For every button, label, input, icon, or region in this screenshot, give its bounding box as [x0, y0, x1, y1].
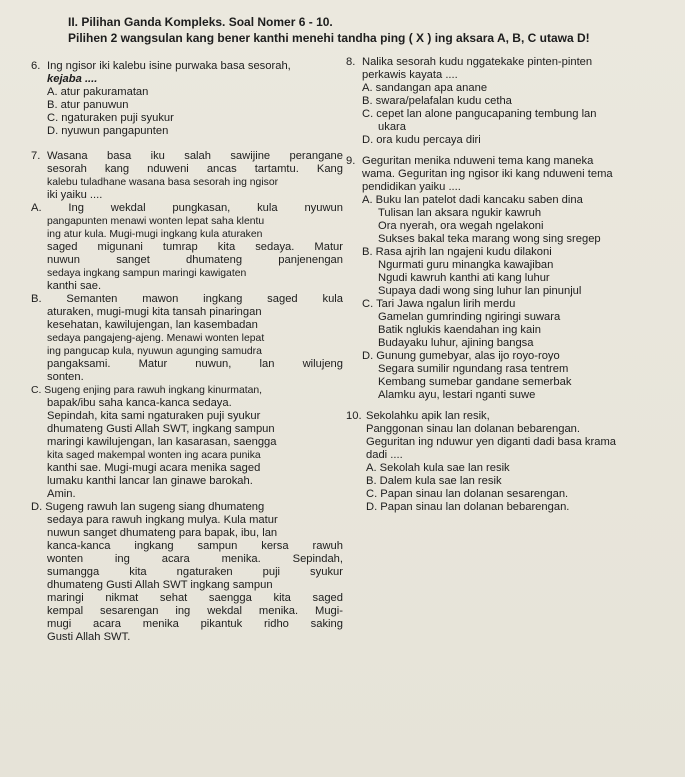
question-stem: pendidikan yaiku .... — [362, 181, 461, 193]
option-line: lumaku kanthi lancar lan ginawe barokah. — [47, 475, 253, 487]
option-line: wonten ing acara menika. Sepindah, — [47, 553, 343, 565]
option-line: Alamku ayu, lestari nganti suwe — [378, 389, 536, 401]
question-stem: Sekolahku apik lan resik, — [366, 410, 490, 422]
option-line: ukara — [378, 121, 406, 133]
option-line: C. Tari Jawa ngalun lirih merdu — [362, 298, 516, 310]
option-line: Ora nyerah, ora wegah ngelakoni — [378, 220, 544, 232]
option-line: Budayaku luhur, ajining bangsa — [378, 337, 534, 349]
question-stem: kejaba .... — [47, 73, 98, 85]
question-stem: perkawis kayata .... — [362, 69, 458, 81]
option-c[interactable]: C. ngaturaken puji syukur — [47, 112, 174, 124]
question-stem: Geguritan ing nduwur yen diganti dadi basa krama — [366, 436, 617, 448]
question-stem: Nalika sesorah kudu nggatekake pinten-pinten — [362, 56, 593, 68]
question-stem: wama. Geguritan ing ngisor iki kang nduweni tema — [362, 168, 613, 180]
section-title: II. Pilihan Ganda Kompleks. Soal Nomer 6 - 10. — [68, 15, 333, 29]
question-number: 6. — [31, 60, 41, 72]
question-number: 9. — [346, 155, 356, 167]
option-line: saged migunani tumrap kita sedaya. Matur — [47, 241, 343, 253]
option-line: Kembang sumebar gandane semerbak — [378, 376, 572, 388]
left-column — [31, 60, 343, 644]
option-line: sedaya ingkang sampun maringi kawigaten — [47, 268, 247, 279]
option-line: pangaksami. Matur nuwun, lan wilujeng — [47, 358, 343, 370]
question-stem: iki yaiku .... — [47, 189, 103, 201]
option-line: sedaya pangajeng-ajeng. Menawi wonten lepat — [47, 333, 265, 344]
option-line: sedaya para rawuh ingkang mulya. Kula matur — [47, 514, 278, 526]
option-a[interactable] — [362, 194, 676, 246]
option-line: sumangga kita ngaturaken puji syukur — [47, 566, 343, 578]
question-6 — [31, 60, 343, 138]
option-line: kesehatan, kawilujengan, lan kasembadan — [47, 319, 258, 331]
option-d[interactable] — [31, 501, 343, 644]
option-d[interactable]: D. Papan sinau lan dolanan bebarengan. — [366, 501, 570, 513]
question-stem: Geguritan menika nduweni tema kang maneka — [362, 155, 594, 167]
option-line: bapak/ibu saha kanca-kanca sedaya. — [47, 397, 232, 409]
option-b[interactable] — [362, 246, 676, 298]
option-line: kanthi sae. Mugi-mugi acara menika saged — [47, 462, 261, 474]
option-c[interactable] — [362, 108, 676, 134]
option-line: D. Sugeng rawuh lan sugeng siang dhumateng — [31, 501, 265, 513]
option-line: ing pangucap kula, nyuwun agunging samudra — [47, 346, 262, 357]
question-9 — [346, 155, 676, 402]
option-line: nuwun sanget dhumateng panjenengan — [47, 254, 343, 266]
option-line: sonten. — [47, 371, 84, 383]
option-b[interactable] — [31, 293, 343, 384]
question-number: 10. — [346, 410, 362, 422]
option-c[interactable]: C. Papan sinau lan dolanan sesarengan. — [366, 488, 569, 500]
question-8 — [346, 56, 676, 147]
right-column — [346, 56, 676, 514]
question-stem: sesorah kang nduweni ancas tartamtu. Kang — [47, 163, 343, 175]
option-line: Supaya dadi wong sing luhur lan pinunjul — [378, 285, 582, 297]
option-a[interactable]: A. sandangan apa anane — [362, 82, 488, 94]
option-line: D. Gunung gumebyar, alas ijo royo-royo — [362, 350, 560, 362]
option-a[interactable] — [31, 202, 343, 293]
option-a[interactable]: A. atur pakuramatan — [47, 86, 149, 98]
option-line: C. Sugeng enjing para rawuh ingkang kinurmatan, — [31, 385, 263, 396]
option-line: B. Semanten mawon ingkang saged kula — [31, 293, 343, 305]
option-a[interactable]: A. Sekolah kula sae lan resik — [366, 462, 510, 474]
option-line: dhumateng Gusti Allah SWT, ingkang sampun — [47, 423, 275, 435]
option-line: kita saged makempal wonten ing acara punika — [47, 450, 261, 461]
option-line: mugi acara menika pikantuk ridho saking — [47, 618, 343, 630]
option-line: Batik nglukis kaendahan ing kain — [378, 324, 541, 336]
question-number: 8. — [346, 56, 356, 68]
option-line: Ngudi kawruh kanthi ati kang luhur — [378, 272, 550, 284]
option-line: aturaken, mugi-mugi kita tansah pinaringan — [47, 306, 262, 318]
option-line: kanthi sae. — [47, 280, 102, 292]
option-line: Amin. — [47, 488, 76, 500]
question-10 — [346, 410, 676, 514]
option-line: pangapunten menawi wonten lepat saha klentu — [47, 216, 265, 227]
option-line: A. Buku lan patelot dadi kancaku saben dina — [362, 194, 583, 206]
option-line: Gusti Allah SWT. — [47, 631, 131, 643]
option-line: maringi kawilujengan, lan kasarasan, saengga — [47, 436, 277, 448]
option-b[interactable]: B. atur panuwun — [47, 99, 129, 111]
option-line: Tulisan lan aksara ngukir kawruh — [378, 207, 542, 219]
option-d[interactable] — [362, 350, 676, 402]
option-line: Sukses bakal teka marang wong sing sregep — [378, 233, 601, 245]
option-line: dhumateng Gusti Allah SWT ingkang sampun — [47, 579, 273, 591]
question-stem: Ing ngisor iki kalebu isine purwaka basa sesorah, — [47, 60, 291, 72]
question-stem: kalebu tuladhane wasana basa sesorah ing ngisor — [47, 177, 279, 188]
option-line: nuwun sanget dhumateng para bapak, ibu, lan — [47, 527, 278, 539]
option-line: B. Rasa ajrih lan ngajeni kudu dilakoni — [362, 246, 552, 258]
option-b[interactable]: B. swara/pelafalan kudu cetha — [362, 95, 512, 107]
option-line: kanca-kanca ingkang sampun kersa rawuh — [47, 540, 343, 552]
option-line: Sepindah, kita sami ngaturaken puji syukur — [47, 410, 261, 422]
option-line: A. Ing wekdal pungkasan, kula nyuwun — [31, 202, 343, 214]
option-line: Gamelan gumrinding ngiringi suwara — [378, 311, 561, 323]
option-c[interactable] — [362, 298, 676, 350]
section-instruction: Pilihen 2 wangsulan kang bener kanthi menehi tandha ping ( X ) ing aksara A, B, C utawa D! — [68, 31, 590, 45]
option-c[interactable] — [31, 384, 343, 501]
option-line: C. cepet lan alone pangucapaning tembung lan — [362, 108, 597, 120]
option-line: kempal sesarengan ing wekdal menika. Mugi- — [47, 605, 343, 617]
question-7 — [31, 150, 343, 202]
option-d[interactable]: D. ora kudu percaya diri — [362, 134, 481, 146]
question-stem: Wasana basa iku salah sawijine perangane — [47, 150, 343, 162]
section-header — [68, 14, 590, 46]
option-line: Segara sumilir ngundang rasa tentrem — [378, 363, 569, 375]
question-stem: dadi .... — [366, 449, 403, 461]
option-b[interactable]: B. Dalem kula sae lan resik — [366, 475, 502, 487]
option-line: Ngurmati guru minangka kawajiban — [378, 259, 554, 271]
option-line: ing atur kula. Mugi-mugi ingkang kula aturaken — [47, 229, 263, 240]
option-d[interactable]: D. nyuwun pangapunten — [47, 125, 169, 137]
option-line: maringi nikmat sehat saengga kita saged — [47, 592, 343, 604]
question-stem: Panggonan sinau lan dolanan bebarengan. — [366, 423, 580, 435]
question-number: 7. — [31, 150, 41, 162]
